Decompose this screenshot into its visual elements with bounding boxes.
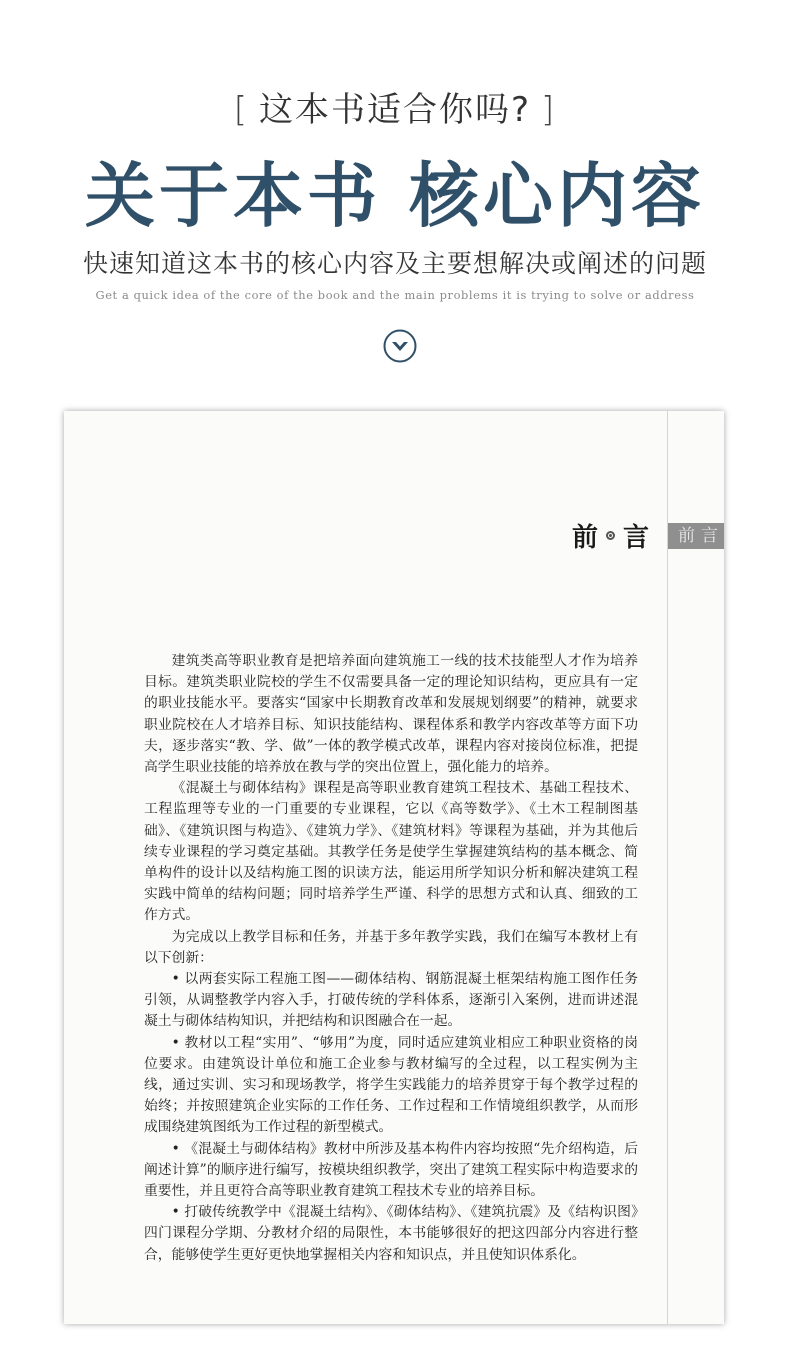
chevron-down-circle-icon[interactable] <box>383 329 417 363</box>
book-page-preview <box>64 411 724 1324</box>
subtitle-english: Get a quick idea of the core of the book and the main problems it is trying to solve or address <box>95 288 695 302</box>
preface-title <box>572 519 649 551</box>
main-title <box>0 140 790 241</box>
preface-title-left: 前 <box>572 522 599 553</box>
bullet-paragraph: • 打破传统教学中《混凝土结构》、《砌体结构》、《建筑抗震》及《结构识图》四门课程分学期、分教材介绍的局限性，本书能够很好的把这四部分内容进行整合，能够使学生更好更快地掌握相关内容和知识点，并且使知识体系化。 <box>144 1204 638 1263</box>
bracket-left: [ <box>233 90 249 130</box>
header-banner <box>0 0 790 400</box>
main-title-part1: 关于本书 <box>85 154 381 237</box>
fit-question <box>0 82 790 131</box>
main-title-part2: 核心内容 <box>409 154 705 237</box>
bullet-paragraph: • 教材以工程“实用”、“够用”为度，同时适应建筑业相应工种职业资格的岗位要求。由建筑设计单位和施工企业参与教材编写的全过程，以工程实例为主线，通过实训、实习和现场教学，将学生实践能力的培养贯穿于每个教学过程的始终；并按照建筑企业实际的工作任务、工作过程和工作情境组织教学，从而形成围绕建筑图纸为工作过程的新型模式。 <box>144 1034 638 1136</box>
subtitle: 快速知道这本书的核心内容及主要想解决或阐述的问题 <box>82 249 707 278</box>
bracket-right: ] <box>541 90 557 130</box>
paragraph: 《混凝土与砌体结构》课程是高等职业教育建筑工程技术、基础工程技术、工程监理等专业的一门重要的专业课程，它以《高等数学》、《土木工程制图基础》、《建筑识图与构造》、《建筑力学》、《建筑材料》等课程为基础，并为其他后续专业课程的学习奠定基础。其教学任务是使学生掌握建筑结构的基本概念、简单构件的设计以及结构施工图的识读方法，能运用所学知识分析和解决建筑工程实践中简单的结构问题；同时培养学生严谨、科学的思想方式和认真、细致的工作方式。 <box>144 780 638 924</box>
bullet-paragraph: • 以两套实际工程施工图——砌体结构、钢筋混凝土框架结构施工图作任务引领，从调整教学内容入手，打破传统的学科体系，逐渐引入案例，进而讲述混凝土与砌体结构知识，并把结构和识图融合在一起。 <box>144 971 638 1030</box>
side-tab-preface: 前言 <box>668 523 724 549</box>
question-text: 这本书适合你吗? <box>258 90 532 130</box>
preface-body <box>144 651 638 1266</box>
bullet-dot-icon <box>606 531 615 540</box>
paragraph: 为完成以上教学目标和任务，并基于多年教学实践，我们在编写本教材上有以下创新： <box>144 928 638 966</box>
preface-title-right: 言 <box>623 522 650 553</box>
bullet-paragraph: • 《混凝土与砌体结构》教材中所涉及基本构件内容均按照“先介绍构造，后阐述计算”的顺序进行编写，按模块组织教学，突出了建筑工程实际中构造要求的重要性，并且更符合高等职业教育建筑工程技术专业的培养目标。 <box>144 1140 638 1200</box>
paragraph: 建筑类高等职业教育是把培养面向建筑施工一线的技术技能型人才作为培养目标。建筑类职业院校的学生不仅需要具备一定的理论知识结构，更应具有一定的职业技能水平。要落实“国家中长期教育改革和发展规划纲要”的精神，就要求职业院校在人才培养目标、知识技能结构、课程体系和教学内容改革等方面下功夫，逐步落实“教、学、做”一体的教学模式改革，课程内容对接岗位标准，把提高学生职业技能的培养放在教与学的突出位置上，强化能力的培养。 <box>144 653 638 776</box>
